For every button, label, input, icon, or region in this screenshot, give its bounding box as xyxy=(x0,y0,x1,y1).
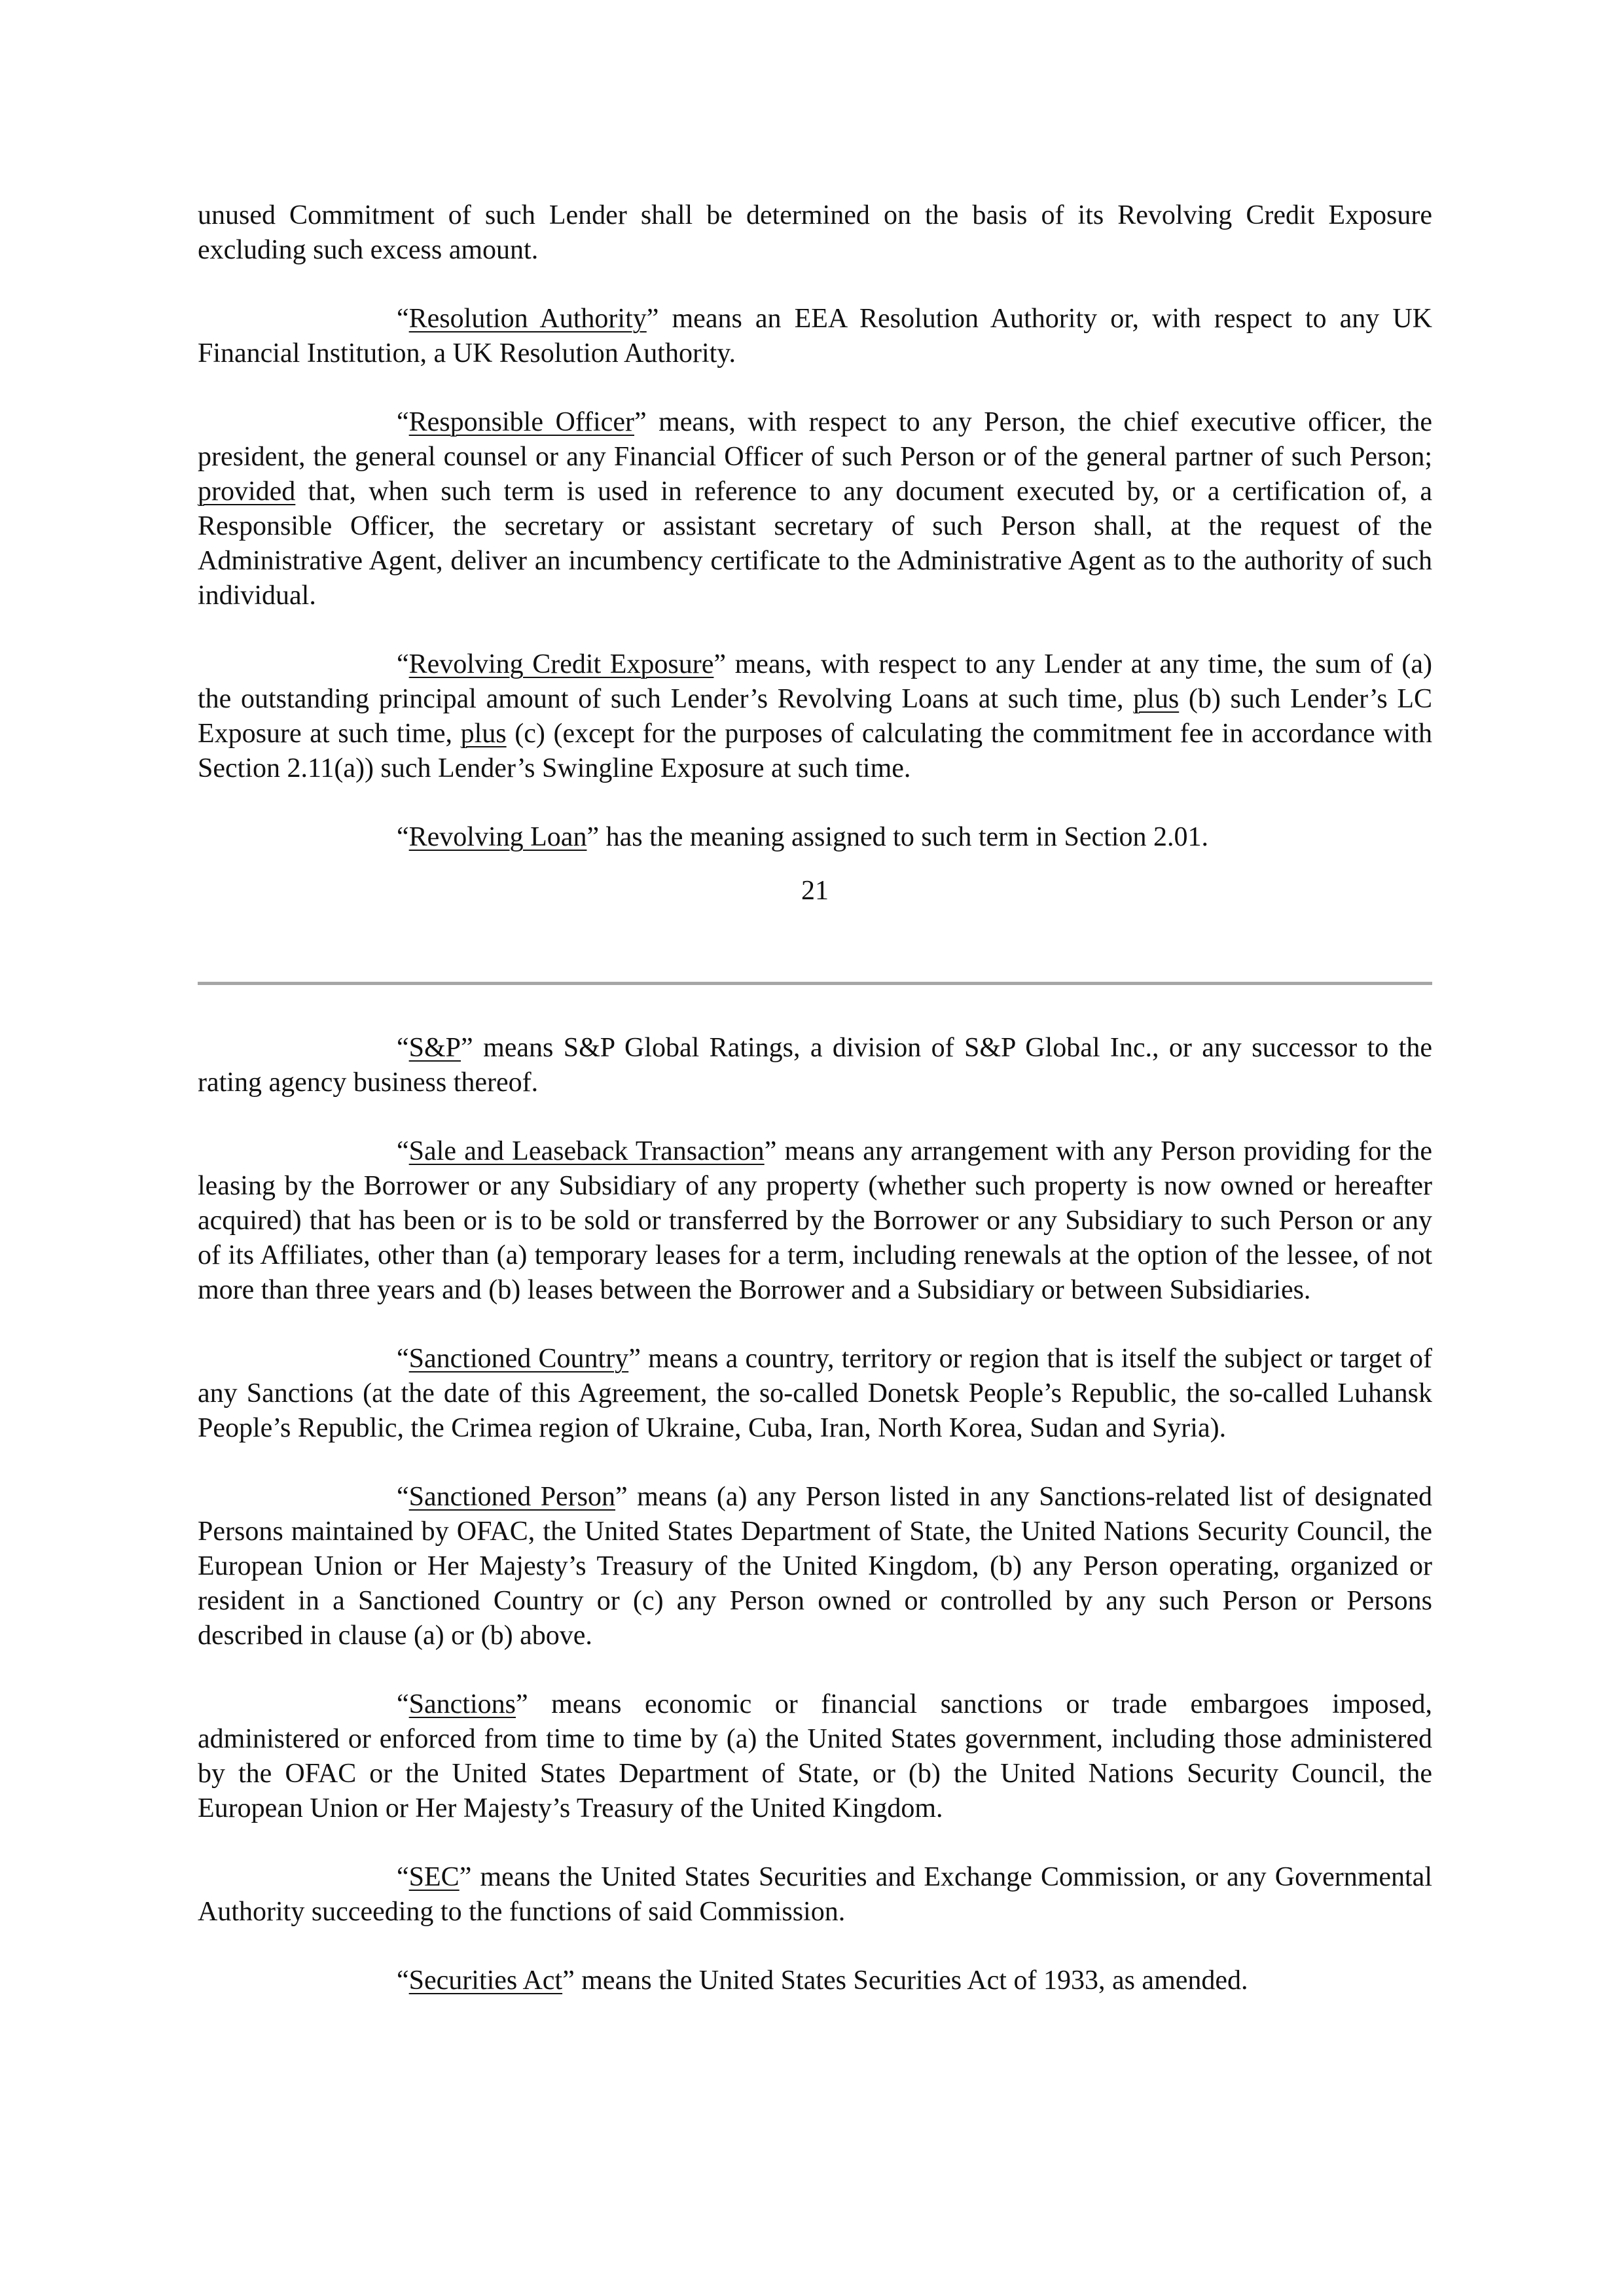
definition-text: that, when such term is used in reference to any document executed by, or a certification of, a Responsible Officer, the secretary or assistant secretary of such Person shall, at the request of the Administrative Agent, deliver an incumbency certificate to the Administrative Agent as to the authority of such individual. xyxy=(198,476,1432,611)
defined-term: Resolution Authority xyxy=(408,304,647,334)
defined-term: Revolving Loan xyxy=(408,822,587,852)
definition-text: has the meaning assigned to such term in Section 2.01. xyxy=(599,822,1208,852)
defined-term: S&P xyxy=(408,1033,461,1063)
open-quote: “ xyxy=(397,1482,409,1512)
close-quote: ” xyxy=(634,407,647,437)
plus-keyword: plus xyxy=(460,719,507,749)
close-quote: ” xyxy=(515,1689,528,1719)
continuation-paragraph: unused Commitment of such Lender shall be determined on the basis of its Revolving Credit Exposure excluding such excess amount. xyxy=(198,200,1432,265)
close-quote: ” xyxy=(764,1136,777,1166)
defined-term: Sanctioned Country xyxy=(408,1344,629,1374)
definition-text: means economic or financial sanctions or trade embargoes imposed, administered or enforced from time to time by (a) the United States government, including those administered by the OFAC or the United States Department of State, or (b) the United Nations Security Council, the European Union or Her Majesty’s Treasury of the United Kingdom. xyxy=(198,1689,1432,1823)
provided-keyword: provided xyxy=(198,476,296,507)
definition-revolving-credit-exposure xyxy=(198,647,1432,786)
definition-text: means the United States Securities Act of 1933, as amended. xyxy=(574,1965,1248,1996)
definition-text: (b) such Lender’s LC Exposure at such time, xyxy=(198,684,1432,749)
definition-text: (c) (except for the purposes of calculating the commitment fee in accordance with Section 2.11(a)) such Lender’s Swingline Exposure at such time. xyxy=(198,719,1432,783)
definition-sanctioned-country xyxy=(198,1342,1432,1446)
definition-sale-and-leaseback xyxy=(198,1134,1432,1308)
close-quote: ” xyxy=(562,1965,575,1996)
close-quote: ” xyxy=(459,1862,472,1892)
definition-responsible-officer xyxy=(198,405,1432,613)
defined-term: Sale and Leaseback Transaction xyxy=(408,1136,765,1166)
close-quote: ” xyxy=(615,1482,628,1512)
definition-text: means, with respect to any Person, the chief executive officer, the president, the general counsel or any Financial Officer of such Person or of the general partner of such Person; xyxy=(198,407,1433,472)
definition-revolving-loan xyxy=(198,820,1432,855)
open-quote: “ xyxy=(397,1136,409,1166)
definition-text: means the United States Securities and Exchange Commission, or any Governmental Authority succeeding to the functions of said Commission. xyxy=(198,1862,1432,1927)
definition-securities-act xyxy=(198,1964,1432,1998)
definition-s-and-p xyxy=(198,1031,1432,1100)
definition-text: means (a) any Person listed in any Sanctions-related list of designated Persons maintained by OFAC, the United States Department of State, the United Nations Security Council, the European Union or Her Majesty’s Treasury of the United Kingdom, (b) any Person operating, organized or resident in a Sanctioned Country or (c) any Person owned or controlled by any such Person or Persons described in clause (a) or (b) above. xyxy=(198,1482,1432,1651)
defined-term: Responsible Officer xyxy=(408,407,634,437)
definition-resolution-authority xyxy=(198,302,1432,371)
defined-term: Securities Act xyxy=(408,1965,563,1996)
close-quote: ” xyxy=(628,1344,641,1374)
page-21-body xyxy=(198,198,1432,889)
open-quote: “ xyxy=(397,822,409,852)
plus-keyword: plus xyxy=(1133,684,1180,714)
open-quote: “ xyxy=(397,1344,409,1374)
definition-text: means an EEA Resolution Authority or, with respect to any UK Financial Institution, a UK Resolution Authority. xyxy=(198,304,1433,368)
defined-term: SEC xyxy=(408,1862,460,1892)
definition-sanctioned-person xyxy=(198,1480,1432,1653)
definition-text: means S&P Global Ratings, a division of S&P Global Inc., or any successor to the rating agency business thereof. xyxy=(198,1033,1432,1098)
defined-term: Sanctions xyxy=(408,1689,516,1719)
definition-sanctions xyxy=(198,1687,1432,1826)
definition-text: means, with respect to any Lender at any time, the sum of (a) the outstanding principal amount of such Lender’s Revolving Loans at such time, xyxy=(198,649,1432,714)
open-quote: “ xyxy=(397,407,409,437)
close-quote: ” xyxy=(646,304,659,334)
definition-text: means a country, territory or region that is itself the subject or target of any Sanctions (at the date of this Agreement, the so-called Donetsk People’s Republic, the so-called Luhansk People’s Republic, the Crimea region of Ukraine, Cuba, Iran, North Korea, Sudan and Syria). xyxy=(198,1344,1433,1443)
definition-sec xyxy=(198,1860,1432,1929)
open-quote: “ xyxy=(397,304,409,334)
definition-text: means any arrangement with any Person providing for the leasing by the Borrower or any Subsidiary of any property (whether such property is now owned or hereafter acquired) that has been or is to be sold or transferred by the Borrower or any Subsidiary to such Person or any of its Affiliates, other than (a) temporary leases for a term, including renewals at the option of the lessee, of not more than three years and (b) leases between the Borrower and a Subsidiary or between Subsidiaries. xyxy=(198,1136,1432,1305)
open-quote: “ xyxy=(397,1689,409,1719)
close-quote: ” xyxy=(713,649,727,679)
close-quote: ” xyxy=(586,822,600,852)
defined-term: Revolving Credit Exposure xyxy=(408,649,714,679)
open-quote: “ xyxy=(397,1033,409,1063)
page-22-body xyxy=(198,1031,1432,2032)
open-quote: “ xyxy=(397,649,409,679)
open-quote: “ xyxy=(397,1862,409,1892)
page-separator xyxy=(198,982,1432,985)
close-quote: ” xyxy=(461,1033,473,1063)
page-number: 21 xyxy=(801,876,829,906)
defined-term: Sanctioned Person xyxy=(408,1482,616,1512)
open-quote: “ xyxy=(397,1965,409,1996)
